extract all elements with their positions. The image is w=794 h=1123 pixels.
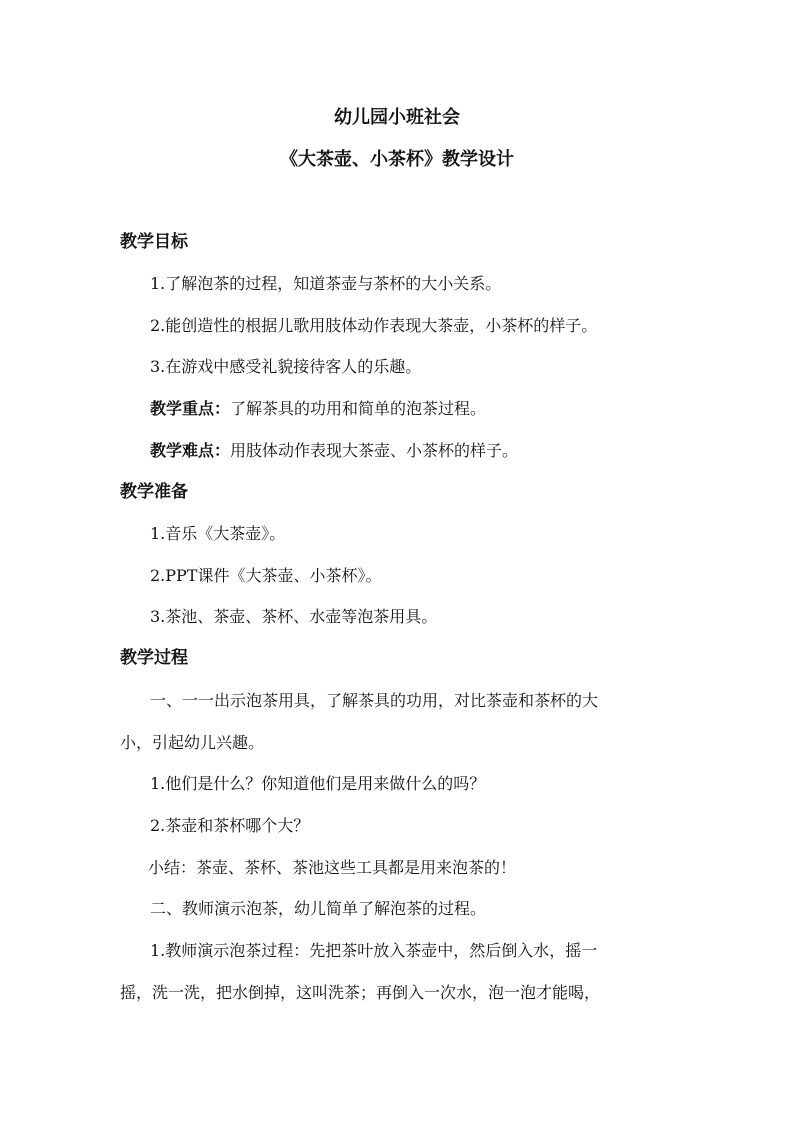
document-title-line-2: 《大茶壶、小茶杯》教学设计 <box>280 149 514 170</box>
process-summary: 小结：茶壶、茶杯、茶池这些工具都是用来泡茶的！ <box>148 858 517 877</box>
goal-item-3: 3.在游戏中感受礼貌接待客人的乐趣。 <box>150 357 422 376</box>
goals-heading: 教学目标 <box>120 232 188 252</box>
difficulty-text: 用肢体动作表现大茶壶、小茶杯的样子。 <box>230 441 519 460</box>
difficulty-label: 教学难点： <box>150 441 231 460</box>
process-question-1: 1.他们是什么？你知道他们是用来做什么的吗？ <box>150 774 486 793</box>
preparation-item-1: 1.音乐《大茶壶》。 <box>150 524 286 543</box>
process-part-1-line-1: 一、一一出示泡茶用具，了解茶具的功用，对比茶壶和茶杯的大 <box>150 691 599 710</box>
process-part-2-line-2: 摇，洗一洗，把水倒掉，这叫洗茶；再倒入一次水，泡一泡才能喝， <box>120 983 601 1002</box>
difficulty-line <box>150 439 518 463</box>
process-part-2-heading: 二、教师演示泡茶，幼儿简单了解泡茶的过程。 <box>150 899 487 918</box>
key-point-line <box>150 397 486 421</box>
goal-item-1: 1.了解泡茶的过程，知道茶壶与茶杯的大小关系。 <box>150 274 502 293</box>
process-heading: 教学过程 <box>120 648 188 668</box>
process-part-2-line-1: 1.教师演示泡茶过程：先把茶叶放入茶壶中，然后倒入水，摇一 <box>150 941 598 960</box>
key-point-label: 教学重点： <box>150 399 231 418</box>
preparation-item-3: 3.茶池、茶壶、茶杯、水壶等泡茶用具。 <box>150 607 438 626</box>
key-point-text: 了解茶具的功用和简单的泡茶过程。 <box>230 399 487 418</box>
process-question-2: 2.茶壶和茶杯哪个大？ <box>150 816 310 835</box>
process-part-1-line-2: 小，引起幼儿兴趣。 <box>120 733 265 752</box>
preparation-heading: 教学准备 <box>120 482 188 502</box>
goal-item-2: 2.能创造性的根据儿歌用肢体动作表现大茶壶，小茶杯的样子。 <box>150 316 598 335</box>
document-title-line-1: 幼儿园小班社会 <box>334 107 460 128</box>
preparation-item-2: 2.PPT课件《大茶壶、小茶杯》。 <box>150 566 382 585</box>
